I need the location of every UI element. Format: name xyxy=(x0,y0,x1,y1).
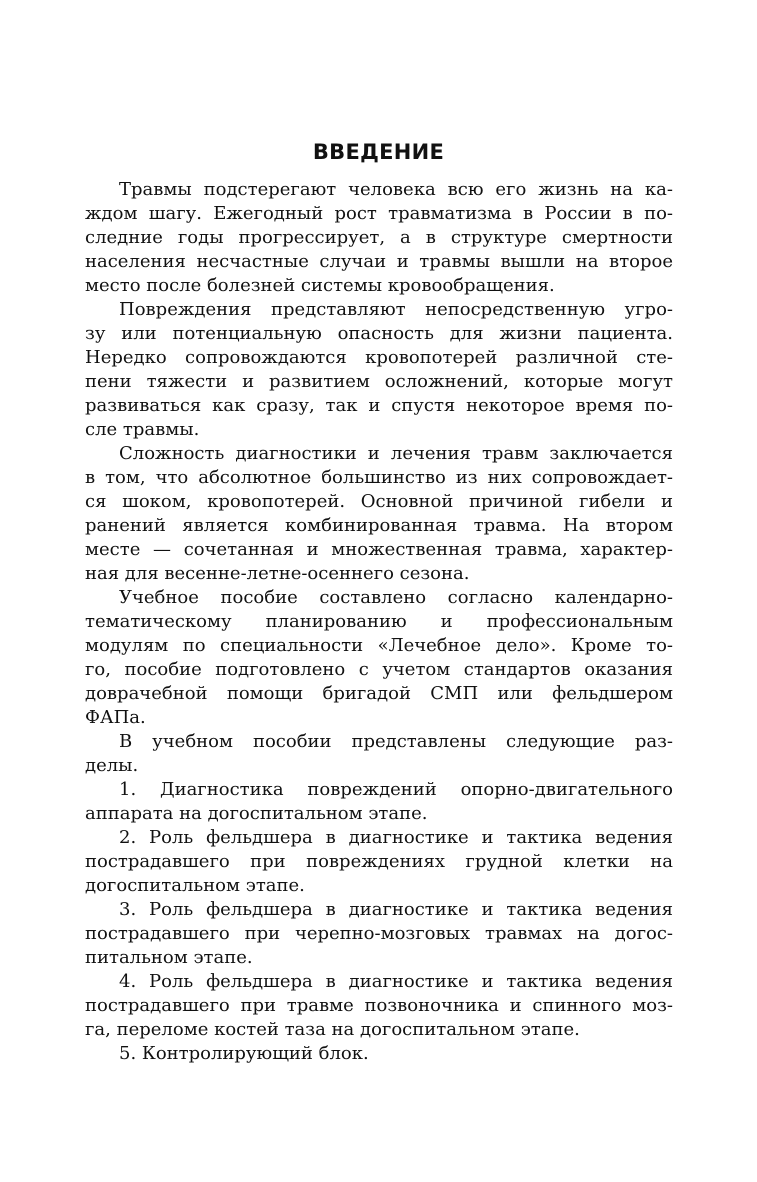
text-line: развиваться как сразу, так и спустя некоторое время по- xyxy=(85,395,673,416)
text-line: делы. xyxy=(85,755,139,776)
text-line: следние годы прогрессирует, а в структуре смертности xyxy=(85,227,673,248)
list-item xyxy=(85,778,673,826)
text-line: Нередко сопровождаются кровопотерей различной сте- xyxy=(85,347,673,368)
text-line: модулям по специальности «Лечебное дело». Кроме то- xyxy=(85,635,673,656)
text-line: В учебном пособии представлены следующие раз- xyxy=(119,731,673,752)
text-line: Повреждения представляют непосредственную угро- xyxy=(119,299,673,320)
text-line: зу или потенциальную опасность для жизни пациента. xyxy=(85,323,673,344)
paragraph-injuries xyxy=(85,298,673,442)
text-line: 4. Роль фельдшера в диагностике и тактика ведения xyxy=(119,971,673,992)
text-line: пострадавшего при черепно-мозговых травмах на догос- xyxy=(85,923,673,944)
paragraph-intro xyxy=(85,178,673,298)
page-title: ВВЕДЕНИЕ xyxy=(312,140,445,164)
text-line: догоспитальном этапе. xyxy=(85,875,305,896)
paragraph-sections-intro xyxy=(85,730,673,778)
text-line: тематическому планированию и профессиональным xyxy=(85,611,673,632)
text-line: ся шоком, кровопотерей. Основной причиной гибели и xyxy=(85,491,673,512)
body-text xyxy=(85,178,673,1066)
text-line: 3. Роль фельдшера в диагностике и тактика ведения xyxy=(119,899,673,920)
text-line: пострадавшего при повреждениях грудной клетки на xyxy=(85,851,673,872)
list-item xyxy=(85,970,673,1042)
paragraph-textbook xyxy=(85,586,673,730)
text-line: место после болезней системы кровообращения. xyxy=(85,275,555,296)
text-line: ждом шагу. Ежегодный рост травматизма в России в по- xyxy=(85,203,673,224)
text-line: сле травмы. xyxy=(85,419,200,440)
text-line: ранений является комбинированная травма. На втором xyxy=(85,515,673,536)
text-line: 1. Диагностика повреждений опорно-двигательного xyxy=(119,779,673,800)
text-line: 2. Роль фельдшера в диагностике и тактика ведения xyxy=(119,827,673,848)
paragraph-complexity xyxy=(85,442,673,586)
text-line: га, переломе костей таза на догоспитальном этапе. xyxy=(85,1019,580,1040)
text-line: Учебное пособие составлено согласно календарно- xyxy=(119,587,673,608)
text-line: ФАПа. xyxy=(85,707,146,728)
text-line: пени тяжести и развитием осложнений, которые могут xyxy=(85,371,673,392)
text-line: Травмы подстерегают человека всю его жизнь на ка- xyxy=(119,179,673,200)
text-line: 5. Контролирующий блок. xyxy=(119,1043,369,1064)
text-line: доврачебной помощи бригадой СМП или фельдшером xyxy=(85,683,673,704)
list-item xyxy=(85,1042,673,1066)
text-line: в том, что абсолютное большинство из них сопровождает- xyxy=(85,467,673,488)
text-line: питальном этапе. xyxy=(85,947,253,968)
text-line: го, пособие подготовлено с учетом стандартов оказания xyxy=(85,659,673,680)
text-line: ная для весенне-летне-осеннего сезона. xyxy=(85,563,470,584)
text-line: населения несчастные случаи и травмы вышли на второе xyxy=(85,251,673,272)
text-line: месте — сочетанная и множественная травма, характер- xyxy=(85,539,673,560)
text-line: Сложность диагностики и лечения травм заключается xyxy=(119,443,673,464)
text-line: аппарата на догоспитальном этапе. xyxy=(85,803,428,824)
text-line: пострадавшего при травме позвоночника и спинного моз- xyxy=(85,995,673,1016)
list-item xyxy=(85,898,673,970)
list-item xyxy=(85,826,673,898)
